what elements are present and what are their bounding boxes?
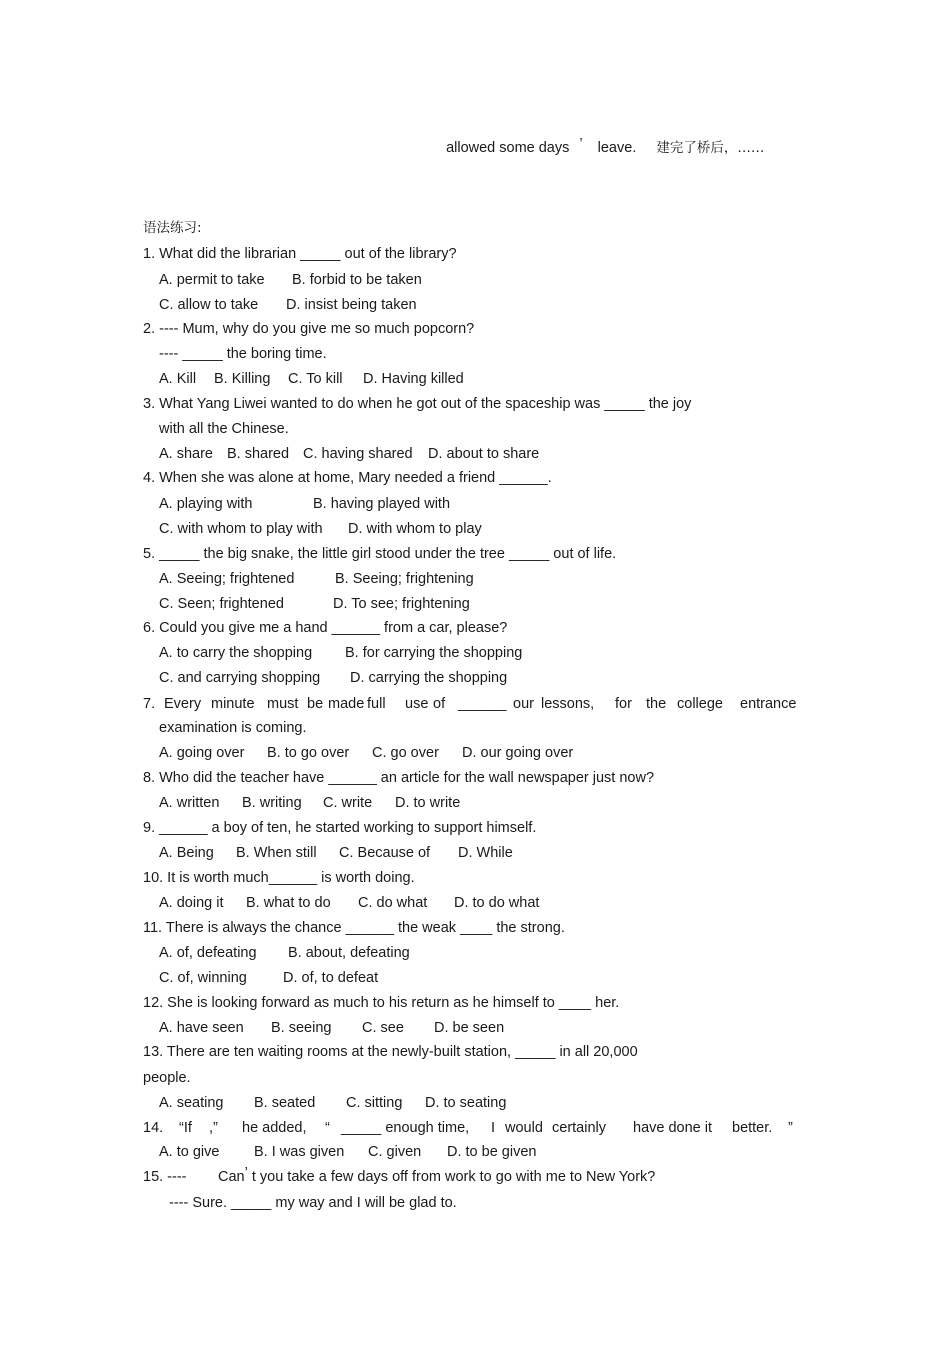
- question-14-comma-quote: ,”: [209, 1120, 218, 1136]
- header-leave: leave.: [597, 140, 637, 156]
- question-11-option-a: A. of, defeating: [159, 945, 257, 961]
- question-9-option-b: B. When still: [236, 845, 317, 861]
- question-12-option-d: D. be seen: [434, 1020, 505, 1036]
- question-8-option-c: C. write: [323, 795, 373, 811]
- question-3-stem: 3. What Yang Liwei wanted to do when he got out of the spaceship was _____ the joy: [143, 396, 692, 412]
- question-7-w16: entrance: [740, 696, 797, 712]
- question-2-stem: 2. ---- Mum, why do you give me so much popcorn?: [143, 321, 475, 337]
- question-14-option-b: B. I was given: [254, 1144, 345, 1160]
- question-11-option-c: C. of, winning: [159, 970, 247, 986]
- question-7-w1: 7.: [143, 696, 156, 712]
- question-7-w3: minute: [211, 696, 255, 712]
- question-6-option-a: A. to carry the shopping: [159, 645, 313, 661]
- question-7-w11: our: [513, 696, 534, 712]
- question-6-option-c: C. and carrying shopping: [159, 670, 321, 686]
- question-7-w8: use: [405, 696, 429, 712]
- question-1-option-d: D. insist being taken: [286, 297, 417, 313]
- question-4-option-b: B. having played with: [313, 496, 451, 512]
- question-1-option-b: B. forbid to be taken: [292, 272, 422, 288]
- question-7-w15: college: [677, 696, 723, 712]
- question-2-option-b: B. Killing: [214, 371, 271, 387]
- header-text-cn: 建完了桥后，……: [656, 140, 765, 156]
- question-10-option-d: D. to do what: [454, 895, 540, 911]
- question-2-option-a: A. Kill: [159, 371, 197, 387]
- question-1-stem: 1. What did the librarian _____ out of the library?: [143, 246, 457, 262]
- question-3-option-b: B. shared: [227, 446, 290, 462]
- question-14-blank-enough-time: _____ enough time,: [341, 1120, 470, 1136]
- question-7-w12: lessons,: [541, 696, 595, 712]
- question-14-close-quote: ”: [788, 1120, 793, 1136]
- header-line: [438, 121, 764, 157]
- question-7-w9: of: [433, 696, 446, 712]
- question-14-option-a: A. to give: [159, 1144, 220, 1160]
- section-title: 语法练习:: [143, 220, 202, 236]
- question-7-w14: the: [646, 696, 667, 712]
- question-7-w10: ______: [458, 696, 507, 712]
- question-3-stem-2: with all the Chinese.: [159, 421, 289, 437]
- question-1-option-a: A. permit to take: [159, 272, 265, 288]
- question-13-option-c: C. sitting: [346, 1095, 403, 1111]
- question-11-option-b: B. about, defeating: [288, 945, 410, 961]
- question-10-stem: 10. It is worth much______ is worth doing.: [143, 870, 415, 886]
- question-8-option-b: B. writing: [242, 795, 302, 811]
- question-13-option-a: A. seating: [159, 1095, 224, 1111]
- question-7-option-b: B. to go over: [267, 745, 350, 761]
- question-12-stem: 12. She is looking forward as much to his return as he himself to ____ her.: [143, 995, 620, 1011]
- question-8-option-a: A. written: [159, 795, 220, 811]
- question-7-w6: made: [328, 696, 365, 712]
- question-14-number: 14.: [143, 1120, 164, 1136]
- question-14-have-done-it: have done it: [633, 1120, 713, 1136]
- question-7-option-a: A. going over: [159, 745, 245, 761]
- question-2-stem-2: ---- _____ the boring time.: [159, 346, 327, 362]
- question-6-option-d: D. carrying the shopping: [350, 670, 508, 686]
- question-12-option-a: A. have seen: [159, 1020, 244, 1036]
- question-5-option-b: B. Seeing; frightening: [335, 571, 474, 587]
- question-5-option-a: A. Seeing; frightened: [159, 571, 295, 587]
- question-9-stem: 9. ______ a boy of ten, he started working to support himself.: [143, 820, 537, 836]
- question-2-option-d: D. Having killed: [363, 371, 464, 387]
- question-11-stem: 11. There is always the chance ______ the weak ____ the strong.: [143, 920, 565, 936]
- question-9-option-d: D. While: [458, 845, 513, 861]
- question-8-stem: 8. Who did the teacher have ______ an article for the wall newspaper just now?: [143, 770, 655, 786]
- question-7-w4: must: [267, 696, 299, 712]
- question-14-he-added: he added,: [242, 1120, 307, 1136]
- question-3-option-d: D. about to share: [428, 446, 540, 462]
- question-4-option-d: D. with whom to play: [348, 521, 482, 537]
- question-14-option-d: D. to be given: [447, 1144, 537, 1160]
- question-10-option-b: B. what to do: [246, 895, 331, 911]
- question-14-better: better.: [732, 1120, 773, 1136]
- question-3-option-a: A. share: [159, 446, 213, 462]
- question-6-stem: 6. Could you give me a hand ______ from a car, please?: [143, 620, 508, 636]
- question-14-option-c: C. given: [368, 1144, 422, 1160]
- question-2-option-c: C. To kill: [288, 371, 343, 387]
- question-5-option-d: D. To see; frightening: [333, 596, 470, 612]
- question-14-would: would: [505, 1120, 543, 1136]
- question-5-option-c: C. Seen; frightened: [159, 596, 284, 612]
- question-14-word-i: I: [491, 1120, 496, 1136]
- question-7-w2: Every: [164, 696, 202, 712]
- question-11-option-d: D. of, to defeat: [283, 970, 379, 986]
- question-15-apostrophe: ’: [244, 1165, 248, 1181]
- question-7-w5: be: [307, 696, 324, 712]
- question-15-rest: t you take a few days off from work to go with me to New York?: [251, 1169, 656, 1185]
- question-5-stem: 5. _____ the big snake, the little girl stood under the tree _____ out of life.: [143, 546, 617, 562]
- question-12-option-c: C. see: [362, 1020, 404, 1036]
- question-15-number: 15. ----: [143, 1169, 187, 1185]
- question-15-can: [218, 1165, 656, 1186]
- question-9-option-a: A. Being: [159, 845, 214, 861]
- question-4-option-a: A. playing with: [159, 496, 253, 512]
- header-text-en: allowed some days: [446, 140, 570, 156]
- question-9-option-c: C. Because of: [339, 845, 431, 861]
- question-6-option-b: B. for carrying the shopping: [345, 645, 523, 661]
- question-12-option-b: B. seeing: [271, 1020, 332, 1036]
- question-7-w7: full: [367, 696, 386, 712]
- question-13-option-d: D. to seating: [425, 1095, 507, 1111]
- question-8-option-d: D. to write: [395, 795, 461, 811]
- question-10-option-a: A. doing it: [159, 895, 224, 911]
- question-7-option-c: C. go over: [372, 745, 439, 761]
- question-4-stem: 4. When she was alone at home, Mary needed a friend ______.: [143, 470, 552, 486]
- question-10-option-c: C. do what: [358, 895, 428, 911]
- header-apostrophe: ’: [579, 136, 583, 152]
- question-15-stem-2: ---- Sure. _____ my way and I will be glad to.: [169, 1195, 457, 1211]
- question-14-open-quote: “If: [179, 1120, 192, 1136]
- question-7-w13: for: [615, 696, 632, 712]
- question-7-option-d: D. our going over: [462, 745, 574, 761]
- question-4-option-c: C. with whom to play with: [159, 521, 323, 537]
- question-15-can-word: Can: [218, 1169, 245, 1185]
- question-14-quote-2: “: [325, 1120, 330, 1136]
- question-1-option-c: C. allow to take: [159, 297, 259, 313]
- question-7-stem-2: examination is coming.: [159, 720, 307, 736]
- question-14-certainly: certainly: [552, 1120, 606, 1136]
- question-3-option-c: C. having shared: [303, 446, 413, 462]
- question-13-option-b: B. seated: [254, 1095, 316, 1111]
- question-13-stem: 13. There are ten waiting rooms at the newly-built station, _____ in all 20,000: [143, 1044, 638, 1060]
- question-13-stem-2: people.: [143, 1070, 191, 1086]
